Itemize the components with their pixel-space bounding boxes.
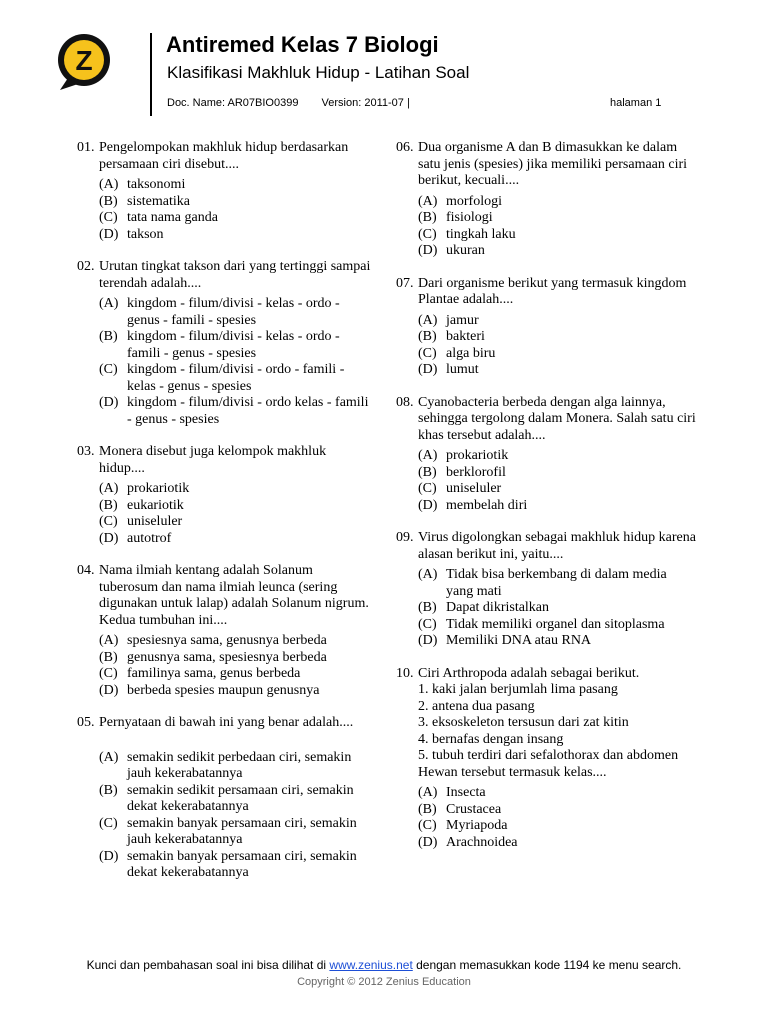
option-c: (C) semakin banyak persamaan ciri, semakin jauh kekerabatannya — [99, 815, 357, 847]
question-number: 02. — [77, 259, 95, 274]
option-c: (C) kingdom - filum/divisi - ordo - famili - kelas - genus - spesies — [99, 362, 345, 394]
option-a: (A) spesiesnya sama, genusnya berbeda — [99, 633, 327, 648]
option-c: (C) Myriapoda — [418, 818, 508, 833]
doc-title: Antiremed Kelas 7 Biologi — [166, 32, 439, 57]
question-07 — [396, 276, 696, 379]
question-10 — [396, 666, 696, 852]
question-04 — [77, 563, 372, 699]
doc-name: Doc. Name: AR07BIO0399 — [167, 97, 299, 109]
zenius-link[interactable]: www.zenius.net — [329, 958, 413, 972]
option-a: (A) taksonomi — [99, 177, 186, 192]
page-number: halaman 1 — [610, 97, 662, 109]
question-02 — [77, 259, 372, 428]
option-b: (B) semakin sedikit persamaan ciri, semakin dekat kekerabatannya — [99, 782, 354, 814]
option-c: (C) tingkah laku — [418, 226, 516, 242]
option-d: (D) autotrof — [99, 530, 172, 546]
option-a: (A) prokariotik — [99, 481, 190, 496]
right-column — [396, 140, 696, 867]
option-a: (A) kingdom - filum/divisi - kelas - ordo - genus - famili - spesies — [99, 296, 340, 328]
logo-letter: Z — [75, 45, 93, 76]
option-c: (C) Tidak memiliki organel dan sitoplasma — [418, 616, 665, 632]
question-number: 07. — [396, 275, 414, 291]
question-number: 06. — [396, 140, 414, 155]
question-text: Monera disebut juga kelompok makhluk hidup.... — [99, 444, 327, 476]
option-d: (D) kingdom - filum/divisi - ordo kelas - famili - genus - spesies — [99, 395, 369, 427]
trait-line: 5. tubuh terdiri dari sefalothorax dan abdomen — [418, 748, 679, 763]
question-06 — [396, 140, 696, 260]
question-05 — [77, 715, 372, 882]
doc-subtitle: Klasifikasi Makhluk Hidup - Latihan Soal — [167, 63, 470, 82]
option-b: (B) fisiologi — [418, 210, 493, 225]
option-b: (B) Crustacea — [418, 801, 502, 817]
footer-note — [0, 958, 768, 972]
option-b: (B) Dapat dikristalkan — [418, 600, 550, 615]
question-number: 05. — [77, 715, 95, 730]
option-d: (D) berbeda spesies maupun genusnya — [99, 682, 320, 698]
question-text: Dari organisme berikut yang termasuk kingdom Plantae adalah.... — [418, 275, 687, 307]
option-b: (B) sistematika — [99, 193, 190, 209]
question-text: Dua organisme A dan B dimasukkan ke dalam satu jenis (spesies) jika memiliki persamaan ciri berikut, kecuali.... — [418, 140, 688, 188]
footer-text-after: dengan memasukkan kode 1194 ke menu search. — [412, 958, 682, 972]
option-a: (A) morfologi — [418, 193, 502, 209]
question-03 — [77, 444, 372, 547]
left-column — [77, 140, 372, 898]
option-b: (B) kingdom - filum/divisi - kelas - ordo - famili - genus - spesies — [99, 329, 340, 361]
option-d: (D) ukuran — [418, 243, 485, 258]
question-number: 04. — [77, 563, 95, 578]
option-d: (D) Arachnoidea — [418, 834, 518, 850]
trait-line: 3. eksoskeleton tersusun dari zat kitin — [418, 715, 629, 730]
question-text: Urutan tingkat takson dari yang tertinggi sampai terendah adalah.... — [99, 259, 371, 291]
question-number: 09. — [396, 530, 414, 545]
question-08 — [396, 395, 696, 515]
footer-text-before: Kunci dan pembahasan soal ini bisa dilihat di — [86, 958, 330, 972]
header-divider — [150, 33, 152, 116]
option-a: (A) semakin sedikit perbedaan ciri, semakin jauh kekerabatannya — [99, 749, 352, 781]
question-text: Pengelompokan makhluk hidup berdasarkan persamaan ciri disebut.... — [99, 140, 349, 172]
question-prompt: Hewan tersebut termasuk kelas.... — [418, 764, 607, 780]
option-c: (C) alga biru — [418, 345, 496, 361]
option-b: (B) bakteri — [418, 329, 485, 344]
trait-line: 4. bernafas dengan insang — [418, 731, 564, 747]
question-text: Pernyataan di bawah ini yang benar adalah.... — [99, 715, 354, 730]
question-09 — [396, 530, 696, 650]
option-d: (D) lumut — [418, 362, 479, 377]
question-number: 08. — [396, 394, 414, 410]
question-01 — [77, 140, 372, 243]
option-a: (A) Insecta — [418, 785, 486, 800]
option-d: (D) takson — [99, 226, 164, 242]
option-d: (D) Memiliki DNA atau RNA — [418, 633, 592, 648]
doc-meta — [167, 97, 430, 109]
trait-line: 1. kaki jalan berjumlah lima pasang — [418, 682, 618, 697]
option-c: (C) uniseluler — [99, 514, 183, 529]
question-number: 01. — [77, 140, 95, 155]
trait-line: 2. antena dua pasang — [418, 698, 535, 714]
question-text: Cyanobacteria berbeda dengan alga lainnya, sehingga tergolong dalam Monera. Salah satu ciri khas tersebut adalah.... — [418, 394, 696, 443]
option-c: (C) tata nama ganda — [99, 210, 218, 225]
option-b: (B) berklorofil — [418, 464, 506, 480]
question-text: Ciri Arthropoda adalah sebagai berikut. — [418, 665, 640, 681]
doc-version: Version: 2011-07 | — [321, 97, 410, 109]
zenius-logo — [54, 32, 114, 92]
option-a: (A) prokariotik — [418, 448, 509, 463]
option-c: (C) familinya sama, genus berbeda — [99, 666, 301, 681]
option-c: (C) uniseluler — [418, 481, 502, 496]
option-b: (B) genusnya sama, spesiesnya berbeda — [99, 649, 327, 665]
question-text: Virus digolongkan sebagai makhluk hidup karena alasan berikut ini, yaitu.... — [418, 530, 696, 562]
option-b: (B) eukariotik — [99, 497, 184, 513]
question-number: 10. — [396, 665, 414, 681]
option-d: (D) membelah diri — [418, 497, 528, 513]
copyright: Copyright © 2012 Zenius Education — [297, 976, 471, 988]
option-a: (A) jamur — [418, 312, 479, 328]
question-text: Nama ilmiah kentang adalah Solanum tuberosum dan nama ilmiah leunca (sering digunakan untuk lalap) adalah Solanum nigrum. Kedua tumbuhan ini.... — [99, 563, 369, 628]
option-a: (A) Tidak bisa berkembang di dalam media yang mati — [418, 567, 667, 599]
question-number: 03. — [77, 444, 95, 459]
option-d: (D) semakin banyak persamaan ciri, semakin dekat kekerabatannya — [99, 848, 357, 880]
